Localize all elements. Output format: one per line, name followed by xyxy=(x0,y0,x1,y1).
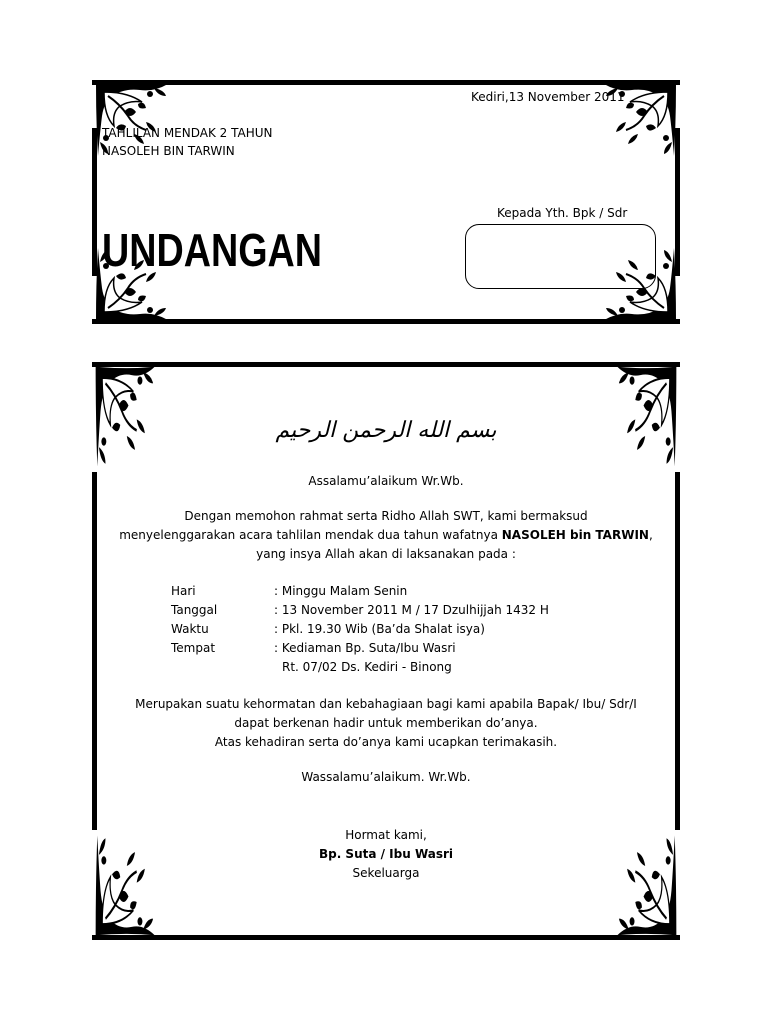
closing-line-2: dapat berkenan hadir untuk memberikan do’anya. xyxy=(234,716,538,730)
detail-label: Tempat xyxy=(171,641,216,655)
signer-name: Bp. Suta / Ibu Wasri xyxy=(318,847,454,861)
detail-row-date xyxy=(92,601,680,620)
farewell: Wassalamu’alaikum. Wr.Wb. xyxy=(301,770,471,784)
detail-row-time xyxy=(92,620,680,639)
event-title-line1: TAHLILAN MENDAK 2 TAHUN xyxy=(102,126,273,140)
envelope-date: Kediri,13 November 2011 xyxy=(471,90,625,104)
intro-line-3: yang insya Allah akan di laksanakan pada : xyxy=(256,547,516,561)
detail-value: : Kediaman Bp. Suta/Ibu Wasri xyxy=(274,641,456,655)
detail-label: Hari xyxy=(171,584,196,598)
detail-value: : Pkl. 19.30 Wib (Ba’da Shalat isya) xyxy=(274,622,485,636)
envelope-border-bottom xyxy=(92,319,680,324)
deceased-name: NASOLEH bin TARWIN xyxy=(501,528,649,542)
closing-line-1: Merupakan suatu kehormatan dan kebahagiaan bagi kami apabila Bapak/ Ibu/ Sdr/I xyxy=(135,697,637,711)
letter-card xyxy=(92,362,680,940)
intro-line-2 xyxy=(92,528,680,542)
signer-family: Sekeluarga xyxy=(352,866,420,880)
detail-row-day xyxy=(92,582,680,601)
greeting: Assalamu’alaikum Wr.Wb. xyxy=(308,474,464,488)
detail-label: Waktu xyxy=(171,622,209,636)
intro-line-2-end: , xyxy=(648,528,653,542)
detail-value: Rt. 07/02 Ds. Kediri - Binong xyxy=(282,660,452,674)
recipient-address-box xyxy=(465,224,656,289)
detail-row-place-cont xyxy=(92,658,680,677)
event-title-line2: NASOLEH BIN TARWIN xyxy=(102,144,235,158)
letter-border-top xyxy=(92,362,680,367)
recipient-label: Kepada Yth. Bpk / Sdr xyxy=(497,206,628,220)
envelope-card xyxy=(92,80,680,324)
regards: Hormat kami, xyxy=(345,828,427,842)
envelope-border-top xyxy=(92,80,680,85)
detail-value: : 13 November 2011 M / 17 Dzulhijjah 1432 H xyxy=(274,603,549,617)
letter-border-bottom xyxy=(92,935,680,940)
detail-label: Tanggal xyxy=(171,603,218,617)
closing-line-3: Atas kehadiran serta do’anya kami ucapkan terimakasih. xyxy=(214,735,558,749)
detail-value: : Minggu Malam Senin xyxy=(274,584,408,598)
envelope-title: UNDANGAN xyxy=(102,224,323,276)
basmalah-calligraphy: بسم الله الرحمن الرحيم xyxy=(275,418,497,443)
intro-line-2-text: menyelenggarakan acara tahlilan mendak dua tahun wafatnya xyxy=(119,528,502,542)
detail-row-place xyxy=(92,639,680,658)
intro-line-1: Dengan memohon rahmat serta Ridho Allah SWT, kami bermaksud xyxy=(184,509,588,523)
